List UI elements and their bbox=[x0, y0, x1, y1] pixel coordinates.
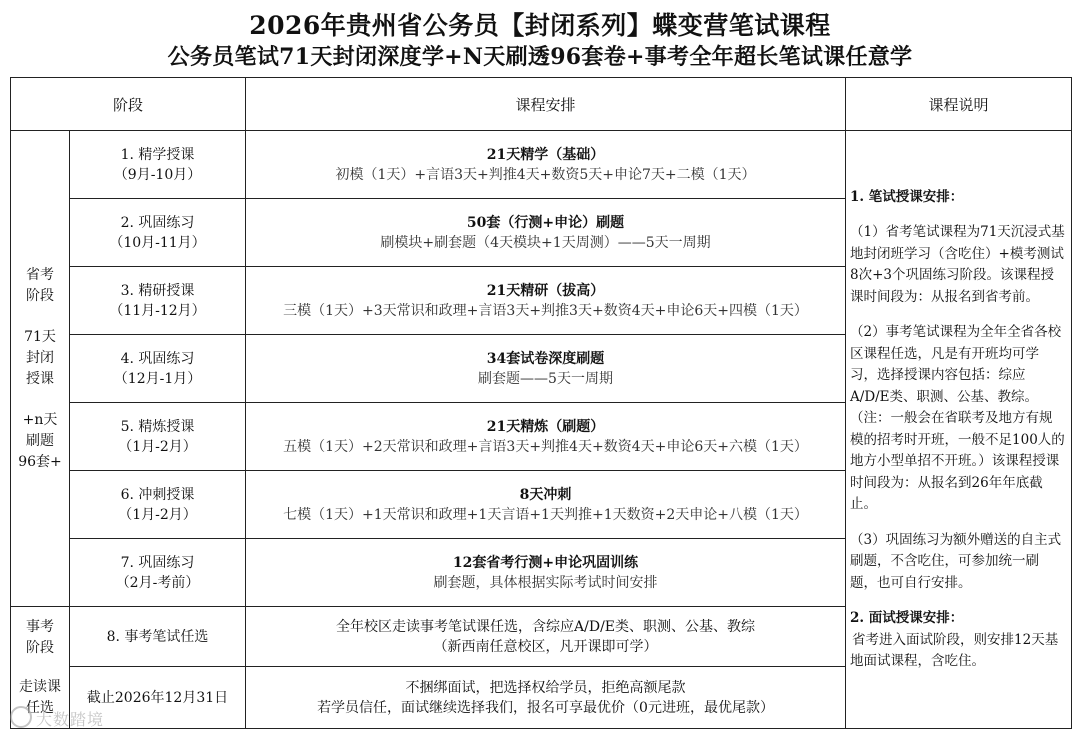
phase-cell bbox=[70, 335, 246, 403]
stage-label: 阶段 bbox=[26, 639, 54, 656]
phase-period: （1月-2月） bbox=[118, 438, 197, 455]
schedule-cell bbox=[246, 131, 846, 199]
stage-label: +n天 bbox=[22, 411, 58, 428]
schedule-head: 21天精学（基础） bbox=[486, 146, 605, 163]
schedule-cell bbox=[246, 539, 846, 607]
notes-section-title: 1. 笔试授课安排： bbox=[850, 188, 964, 205]
schedule-line: 若学员信任，面试继续选择我们，报名可享最优价（0元进班，最优尾款） bbox=[317, 699, 774, 716]
stage-label: 事考 bbox=[26, 618, 54, 635]
watermark bbox=[10, 706, 104, 730]
phase-cell bbox=[70, 199, 246, 267]
page-title: 2026年贵州省公务员【封闭系列】蝶变营笔试课程 bbox=[249, 11, 831, 40]
schedule-line: 不捆绑面试，把选择权给学员，拒绝高额尾款 bbox=[405, 679, 686, 696]
phase-name: 3. 精研授课 bbox=[120, 282, 195, 299]
table-header-row bbox=[11, 78, 1072, 131]
stage-label: 71天 bbox=[24, 328, 56, 345]
notes-section-title: 2. 面试授课安排： bbox=[850, 610, 964, 626]
stage-label: 走读课 bbox=[19, 678, 61, 695]
schedule-cell bbox=[246, 403, 846, 471]
phase-period: （10月-11月） bbox=[109, 234, 206, 251]
notes-paragraph: （3）巩固练习为额外赠送的自主式刷题，不含吃住，可参加统一刷题，也可自行安排。 bbox=[850, 531, 1062, 591]
phase-cell bbox=[70, 131, 246, 199]
schedule-head: 8天冲刺 bbox=[519, 486, 572, 503]
phase-period: （9月-10月） bbox=[113, 166, 202, 183]
schedule-body: 七模（1天）+1天常识和政理+1天言语+1天判推+1天数资+2天申论+八模（1天） bbox=[283, 506, 808, 523]
phase-period: （11月-12月） bbox=[109, 302, 206, 319]
schedule-head: 50套（行测+申论）刷题 bbox=[466, 214, 625, 231]
course-table bbox=[10, 77, 1072, 729]
stage-label: 96套+ bbox=[18, 453, 62, 470]
phase-cell bbox=[70, 403, 246, 471]
notes-paragraph: （2）事考笔试课程为全年全省各校区课程任选，凡是有开班均可学习，选择授课内容包括：综应A/D/E类、职测、公基、教综。（注：一般会在省联考及地方有规模的招考时开班，一般不足100人的地方小型单招不开班。）该课程授课时间段为：从报名到26年年底截止。 bbox=[850, 324, 1065, 512]
phase-period: （12月-1月） bbox=[113, 370, 202, 387]
phase-period: （1月-2月） bbox=[118, 506, 197, 523]
schedule-cell bbox=[246, 607, 846, 667]
phase-name: 4. 巩固练习 bbox=[120, 350, 195, 367]
phase-cell bbox=[70, 471, 246, 539]
notes-paragraph: 省考进入面试阶段，则安排12天基地面试课程，含吃住。 bbox=[850, 631, 1059, 669]
header-notes: 课程说明 bbox=[846, 78, 1072, 131]
notes-cell bbox=[846, 131, 1072, 729]
schedule-head: 21天精研（拔高） bbox=[486, 282, 605, 299]
phase-cell bbox=[70, 539, 246, 607]
stage-label: 授课 bbox=[26, 370, 54, 387]
stage-label: 刷题 bbox=[26, 432, 54, 449]
schedule-head: 12套省考行测+申论巩固训练 bbox=[452, 554, 639, 571]
schedule-body: 刷模块+刷套题（4天模块+1天周测）——5天一周期 bbox=[380, 234, 711, 251]
notes-paragraph: （1）省考笔试课程为71天沉浸式基地封闭班学习（含吃住）+模考测试8次+3个巩固练习阶段。该课程授课时间段为：从报名到省考前。 bbox=[850, 224, 1065, 305]
phase-name: 2. 巩固练习 bbox=[120, 214, 195, 231]
phase-name: 5. 精炼授课 bbox=[120, 418, 195, 435]
phase-period: （2月-考前） bbox=[115, 574, 200, 591]
phase-cell bbox=[70, 607, 246, 667]
schedule-body: 刷套题——5天一周期 bbox=[478, 370, 613, 387]
phase-name: 6. 冲刺授课 bbox=[120, 486, 195, 503]
schedule-cell bbox=[246, 335, 846, 403]
stage-label: 封闭 bbox=[26, 349, 54, 366]
schedule-line: 全年校区走读事考笔试课任选，含综应A/D/E类、职测、公基、教综 bbox=[336, 618, 756, 635]
phase-cell bbox=[70, 267, 246, 335]
phase-name: 8. 事考笔试任选 bbox=[106, 628, 209, 645]
schedule-body: 五模（1天）+2天常识和政理+言语3天+判推4天+数资4天+申论6天+六模（1天） bbox=[283, 438, 808, 455]
phase-name: 7. 巩固练习 bbox=[120, 554, 195, 571]
province-stage-cell bbox=[11, 131, 70, 607]
schedule-cell bbox=[246, 471, 846, 539]
header-stage: 阶段 bbox=[11, 78, 246, 131]
schedule-cell bbox=[246, 199, 846, 267]
header-schedule: 课程安排 bbox=[246, 78, 846, 131]
schedule-head: 21天精炼（刷题） bbox=[486, 418, 605, 435]
schedule-cell bbox=[246, 667, 846, 729]
table-row bbox=[11, 131, 1072, 199]
schedule-cell bbox=[246, 267, 846, 335]
phase-deadline: 截止2026年12月31日 bbox=[86, 689, 229, 706]
stage-label: 任选 bbox=[26, 699, 54, 716]
schedule-body: 初模（1天）+言语3天+判推4天+数资5天+申论7天+二模（1天） bbox=[335, 166, 756, 183]
watermark-text: 大数踏境 bbox=[36, 710, 105, 729]
schedule-line: （新西南任意校区，凡开课即可学） bbox=[433, 638, 658, 655]
stage-label: 省考 bbox=[26, 266, 54, 283]
watermark-logo-icon bbox=[10, 706, 32, 728]
schedule-head: 34套试卷深度刷题 bbox=[486, 350, 605, 367]
phase-name: 1. 精学授课 bbox=[120, 146, 195, 163]
schedule-body: 刷套题，具体根据实际考试时间安排 bbox=[433, 574, 658, 591]
stage-label: 阶段 bbox=[26, 287, 54, 304]
page-subtitle: 公务员笔试71天封闭深度学+N天刷透96套卷+事考全年超长笔试课任意学 bbox=[167, 44, 913, 70]
schedule-body: 三模（1天）+3天常识和政理+言语3天+判推3天+数资4天+申论6天+四模（1天） bbox=[283, 302, 808, 319]
